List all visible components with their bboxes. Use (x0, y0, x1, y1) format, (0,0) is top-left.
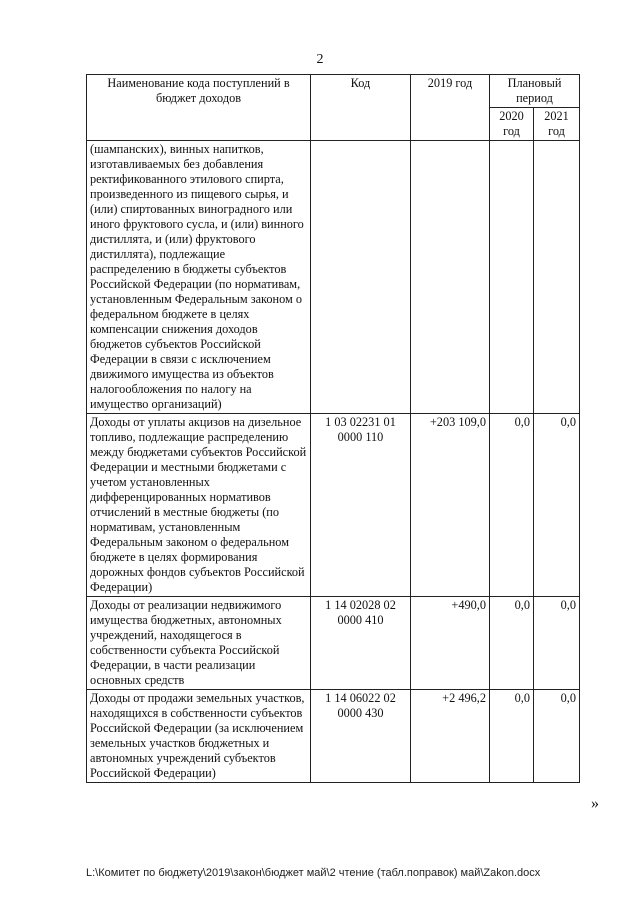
table-row (87, 690, 580, 783)
row-name: Доходы от реализации недвижимого имущества бюджетных, автономных учреждений, находящегося в собственности субъекта Российской Федерации, в части реализации основных средств (87, 597, 311, 690)
continuation-mark: » (591, 795, 599, 812)
page-number: 2 (316, 52, 324, 67)
header-year-2019: 2019 год (411, 75, 490, 141)
row-2021: 0,0 (534, 414, 580, 597)
row-2019: +490,0 (411, 597, 490, 690)
row-code: 1 14 02028 02 0000 410 (311, 597, 411, 690)
row-name: Доходы от продажи земельных участков, находящихся в собственности субъектов Российской Федерации (за исключением земельных участков бюджетных и автономных учреждений субъектов Российской Федерации) (87, 690, 311, 783)
table-row (87, 597, 580, 690)
row-2021: 0,0 (534, 597, 580, 690)
row-2021: 0,0 (534, 690, 580, 783)
row-2019: +203 109,0 (411, 414, 490, 597)
row-2019: +2 496,2 (411, 690, 490, 783)
row-name: Доходы от уплаты акцизов на дизельное топливо, подлежащие распределению между бюджетами субъектов Российской Федерации и местными бюджетами с учетом установленных дифференцированных нормативов отчислений в местные бюджеты (по нормативам, установленным Федеральным законом о федеральном бюджете в целях формирования дорожных фондов субъектов Российской Федерации) (87, 414, 311, 597)
header-name: Наименование кода поступлений в бюджет доходов (87, 75, 311, 141)
row-2021 (534, 141, 580, 414)
header-code: Код (311, 75, 411, 141)
row-2020: 0,0 (490, 597, 534, 690)
header-year-2020: 2020 год (490, 108, 534, 141)
row-name: (шампанских), винных напитков, изготавливаемых без добавления ректификованного этилового спирта, произведенного из пищевого сырья, и (или) спиртованных виноградного или иного фруктового сусла, и (или) винного дистиллята, и (или) фруктового дистиллята), подлежащие распределению в бюджеты субъектов Российской Федерации (по нормативам, установленным Федеральным законом о федеральном бюджете в целях компенсации снижения доходов бюджетов субъектов Российской Федерации в связи с исключением движимого имущества из объектов налогообложения по налогу на имущество организаций) (87, 141, 311, 414)
row-2020: 0,0 (490, 414, 534, 597)
table-row (87, 414, 580, 597)
row-2019 (411, 141, 490, 414)
row-code (311, 141, 411, 414)
table-row (87, 141, 580, 414)
row-2020 (490, 141, 534, 414)
header-planned-period: Плановый период (490, 75, 580, 108)
row-code: 1 14 06022 02 0000 430 (311, 690, 411, 783)
header-year-2021: 2021 год (534, 108, 580, 141)
row-2020: 0,0 (490, 690, 534, 783)
file-path: L:\Комитет по бюджету\2019\закон\бюджет май\2 чтение (табл.поправок) май\Zakon.docx (86, 867, 541, 879)
revenue-table (86, 74, 580, 783)
row-code: 1 03 02231 01 0000 110 (311, 414, 411, 597)
